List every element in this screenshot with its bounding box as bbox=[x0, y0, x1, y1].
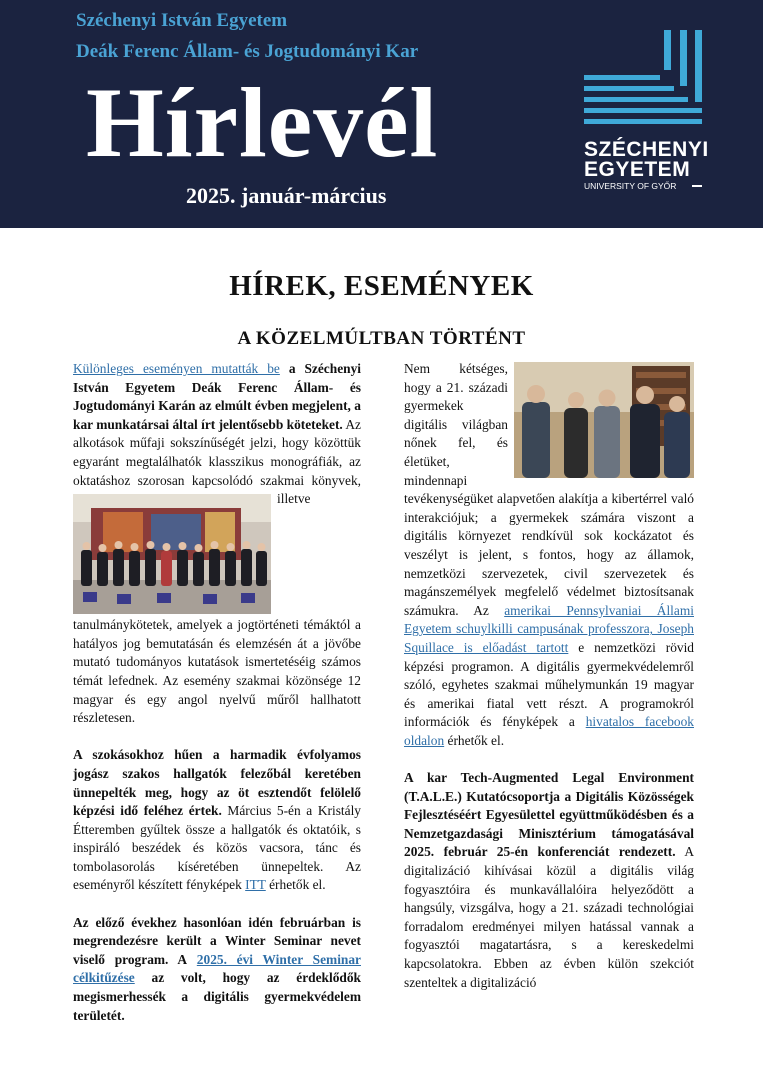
winter-seminar-tail: érhetők el. bbox=[447, 732, 505, 748]
faculty-name: Deák Ferenc Állam- és Jogtudományi Kar bbox=[76, 41, 419, 62]
section-title: HÍREK, ESEMÉNYEK bbox=[229, 270, 534, 302]
article-tale-conference bbox=[404, 769, 694, 992]
article-winter-seminar-start bbox=[73, 914, 361, 1026]
graduation-lead: A szokásokhoz hűen a harmadik évfolyamos jogász szakos hallgatók felezőbál keretében ünnepelték meg, hogy az öt esztendőt felölelő képzési idő feléhez értek. bbox=[73, 747, 361, 819]
article-books bbox=[73, 360, 361, 728]
books-event-photo bbox=[73, 494, 271, 614]
logo-text-egyetem: EGYETEM bbox=[584, 158, 691, 181]
winter-seminar-body-2: e nemzetközi rövid képzési programon. A digitális gyermekvédelemről szóló, egyhetes szakmai műhelymunkán 19 magyar és amerikai fiatal vett részt. A programokról információk és fényképek a bbox=[404, 639, 695, 730]
article-graduation bbox=[73, 746, 361, 895]
right-column bbox=[404, 360, 694, 1011]
left-column bbox=[73, 360, 361, 1044]
squillace-lecture-link[interactable]: amerikai Pennsylvaniai Állami Egyetem schuylkilli campusának professzora, Joseph Squillace is előadást tartott bbox=[404, 602, 694, 655]
issue-date: 2025. január-március bbox=[186, 183, 387, 208]
winter-seminar-lead-1: Az előző évekhez hasonlóan idén februárban is megrendezésre került a Winter Seminar nevet viselő program. A bbox=[73, 914, 361, 967]
logo-text-szechenyi: SZÉCHENYI bbox=[584, 138, 709, 161]
winter-seminar-lead-2: az volt, hogy az érdeklődők megismerhessék a digitális gyermekvédelem területét. bbox=[73, 970, 361, 1023]
books-event-link[interactable]: Különleges eseményen mutatták be bbox=[73, 361, 280, 376]
subsection-title: A KÖZELMÚLTBAN TÖRTÉNT bbox=[237, 328, 526, 349]
facebook-page-link[interactable]: hivatalos facebook oldalon bbox=[404, 714, 694, 748]
winter-seminar-body-1: Nem kétséges, hogy a 21. századi gyermekek digitális világban nőnek fel, és életüket, mindennapi tevékenységüket alapvetően alakítja a kibertérrel való interakciójuk; a gyermekek számára viszont a digitális környezet rendkívül sok kockázatot és veszélyt is jelent, s fontos, hogy az államok, nemzetközi szervezetek, civil szervezetek és magánszemélyek megfelelő védelmet biztosítsanak számukra. Az bbox=[404, 361, 694, 618]
university-name: Széchenyi István Egyetem bbox=[76, 10, 288, 31]
books-body-2: tanulmánykötetek, amelyek a jogtörténeti témáktól a hatályos jog bemutatásán és elemzésén át a jövőbe mutató tudományos kutatások ismertetéséig számos témát lefednek. Az esemény szakmai közönsége 12 magyar és egy angol nyelvű műről hallhatott részletesen. bbox=[73, 617, 361, 726]
tale-body: A digitalizáció kihívásai közül a digitális világ fogyasztóira és munkavállalóira helyeződött a hangsúly, vizsgálva, hogy a 21. századi technológiai forradalom eredményei milyen hatással vannak a fogyasztói magatartásra, s a kereskedelmi kapcsolatokra. Ebben az évben külön szekciót szenteltek a digitalizáció bbox=[404, 844, 694, 990]
winter-seminar-goal-link[interactable]: 2025. évi Winter Seminar célkitűzése bbox=[73, 951, 361, 986]
graduation-tail: érhetők el. bbox=[269, 877, 326, 893]
szechenyi-logo bbox=[584, 30, 709, 200]
newsletter-title: Hírlevél bbox=[86, 67, 439, 178]
books-lead: a Széchenyi István Egyetem Deák Ferenc Állam- és Jogtudományi Karán az elmúlt évben megjelent, a kar munkatársai által írt jelentősebb köteteket. bbox=[73, 361, 361, 432]
graduation-photos-link[interactable]: ITT bbox=[245, 877, 266, 893]
logo-text-university: UNIVERSITY OF GYŐR bbox=[584, 181, 677, 191]
tale-lead: A kar Tech-Augmented Legal Environment (T.A.L.E.) Kutatócsoportja a Digitális Közösségek Fejlesztéséért Egyesülettel együttműködésben és a Nemzetgazdasági Minisztérium támogatásával 2025. február 25-én konferenciát rendezett. bbox=[404, 770, 694, 860]
article-winter-seminar-cont bbox=[404, 360, 694, 750]
books-body-1: Az alkotások műfaji sokszínűségét jelzi, hogy közöttük egyaránt megtalálhatók klasszikus monográfiák, az oktatáshoz szorosan kapcsolódó szakmai könyvek, illetve bbox=[73, 416, 362, 507]
winter-seminar-photo bbox=[514, 362, 694, 478]
graduation-body: Március 5-én a Kristály Étteremben gyűltek össze a hallgatók és oktatóik, s inspiráló beszédek és közös vacsora, tánc és tombolasorolás kíséretében ünnepeltek. Az eseményről készített fényképek bbox=[73, 803, 361, 893]
header-banner bbox=[0, 0, 763, 228]
